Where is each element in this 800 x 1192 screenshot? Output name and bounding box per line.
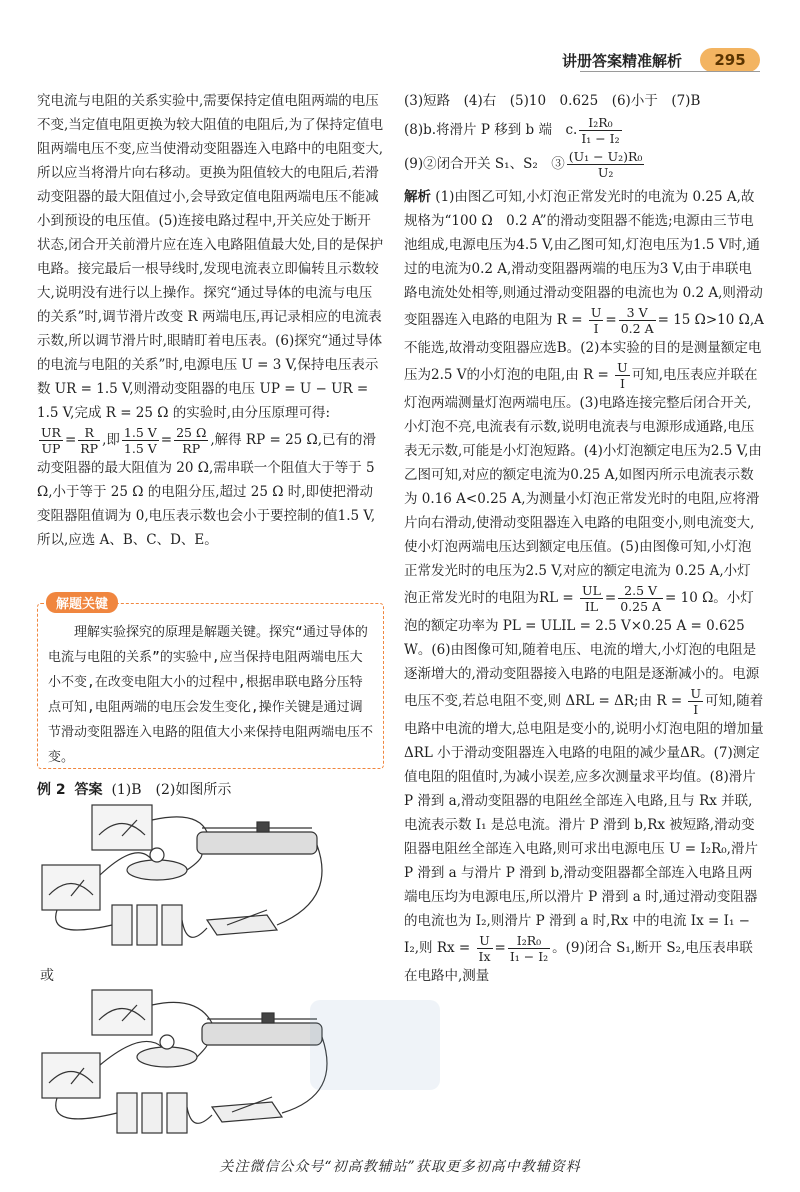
frac-den: I₁ − I₂ bbox=[509, 949, 549, 964]
answer-line-1: (3)短路 (4)右 (5)10 0.625 (6)小于 (7)B bbox=[404, 93, 701, 109]
watermark-logo bbox=[300, 990, 450, 1100]
example-2-answer bbox=[37, 779, 231, 799]
frac-num: I₂R₀ bbox=[508, 933, 550, 949]
example-label: 例 2 bbox=[37, 782, 66, 798]
analysis-text-1: (1)由图乙可知,小灯泡正常发光时的电流为 0.25 A,故规格为“100 Ω 0.2 A”的滑动变阻器不能选;电源由三节电池组成,电源电压为4.5 V,由乙图可知,灯泡电压为1.5 V时,通过的电流为0.2 A,滑动变阻器两端的电压为3 V,由于串联电路电流处处相等,则通过滑动变阻器的电流也为 0.2 A,则滑动变阻器连入电路的电阻为 R = bbox=[404, 189, 763, 328]
frac-den: 0.25 A bbox=[620, 599, 662, 614]
answer-line-3-prefix: (9)②闭合开关 S₁、S₂ ③ bbox=[404, 156, 565, 172]
page-header bbox=[0, 0, 800, 78]
fraction-answer-8 bbox=[579, 115, 621, 146]
fraction-u-ix bbox=[477, 933, 493, 964]
fraction-rx bbox=[508, 933, 550, 964]
analysis-block: 解析 (1)由图乙可知,小灯泡正常发光时的电流为 0.25 A,故规格为“100 Ω 0.2 A”的滑动变阻器不能选;电源由三节电池组成,电源电压为4.5 V,由乙图可知,灯泡电压为1.5 V时,通过的电流为0.2 A,滑动变阻器两端的电压为3 V,由于串联电路电流处处相等,则通过滑动变阻器的电流也为 0.2 A,则滑动变阻器连入电路的电阻为 R = $\frac{U}{I}$ = $\frac{3 V}{0.2 A}$ = 15 Ω>10 Ω,A 不能选,故滑动变阻器应选B。(2)本实验的目的是测量额定电压为2.5 V的小灯泡的电阻,由 R = $\frac{U}{I}$ 可知,电压表应并联在灯泡两端测量灯泡两端电压。(3)电路连接完整后闭合开关,小灯泡不亮,电流表有示数,说明电流表与电源形成通路,电压表无示数,可能是小灯泡短路。(4)小灯泡额定电压为2.5 V,由乙图可知,对应的额定电流为0.25 A,如图丙所示电流表示数为 0.16 A<0.25 A,为测量小灯泡正常发光时的电阻,应将滑片向右滑动,使滑动变阻器连入电路的电阻变小,则电流变大,使小灯泡两端电压达到额定电压值。(5)由图像可知,小灯泡正常发光时的电压为2.5 V,对应的额定电流为 0.25 A,小灯泡正常发光时的电阻为RL = $\frac{UL}{IL}$ = $\frac{2.5 V}{0.25 A}$ = 10 Ω。小灯泡的额定功率为 PL = ULIL = 2.5 V×0.25 A = 0.625 W。(6)由图像可知,随着电压、电流的增大,小灯泡的电阻是逐渐增大的,滑动变阻器接入电路的电阻是逐渐减小的。电源电压不变,若总电阻不变,则 ΔRL = ΔR;由 R = $\frac{U}{I}$ 可知,随着电路中电流的增大,总电阻是变小的,说明小灯泡电阻的增加量 ΔRL 小于滑动变阻器连入电路的电阻的减少量ΔR。(7)测定值电阻的阻值时,为减小误差,应多次测量求平均值。(8)滑片 P 滑到 a,滑动变阻器的电阻丝全部连入电路,且与 Rx 并联,电流表示数 I₁ 是总电流。滑片 P 滑到 b,Rx 被短路,滑动变阻器电阻丝全部连入电路,则可求出电源电压 U = I₂R₀,滑片 P 滑到 a 与滑片 P 滑到 b,滑动变阻器都全部连入电路且两端电压均为电源电压,所以滑片 P 滑到 a 时,通过滑动变阻器的电流也为 I₂,则滑片 P 滑到 a 时,Rx 中的电流 Ix = I₁ − I₂,则 Rx = $\frac{U}{Ix}$ = $\frac{\text{I₂R₀}}{\text{I₁ − I₂}}$ 。(9)闭合 S₁,断开 S₂,电压表串联在电路中,测量 bbox=[404, 189, 764, 984]
footer-note: 关注微信公众号“初高教辅站”获取更多初高中教辅资料 bbox=[219, 1159, 581, 1175]
fraction-u-i-2 bbox=[615, 360, 630, 391]
frac-num: 3 V bbox=[619, 305, 656, 321]
answer-line-3 bbox=[404, 147, 764, 181]
frac-num: UR bbox=[41, 425, 61, 440]
header-title: 讲册答案精准解析 bbox=[561, 52, 682, 70]
fraction-answer-9 bbox=[567, 149, 645, 180]
analysis-label: 解析 bbox=[404, 189, 431, 205]
frac-num: I₂R₀ bbox=[579, 115, 621, 131]
fraction-volt bbox=[122, 425, 159, 456]
frac-num: U bbox=[477, 933, 493, 949]
eq-ji: ,即 bbox=[102, 432, 120, 448]
key-point-box bbox=[37, 597, 384, 769]
frac-num: 2.5 V bbox=[618, 583, 663, 599]
fraction-ul-il bbox=[580, 583, 603, 614]
or-label: 或 bbox=[40, 968, 54, 984]
fraction-ohm bbox=[174, 425, 208, 456]
header-rule bbox=[580, 71, 760, 72]
analysis-text-2: = 15 Ω>10 Ω,A 不能选,故滑动变阻器应选B。(2)本实验的目的是测量额定电压为2.5 V的小灯泡的电阻,由 R = bbox=[404, 312, 764, 383]
key-point-text: 理解实验探究的原理是解题关键。探究“通过导体的电流与电阻的关系”的实验中,应当保持电阻两端电压大小不变,在改变电阻大小的过程中,根据串联电路分压特点可知,电阻两端的电压会发生变化,操作关键是通过调节滑动变阻器连入电路的阻值大小来保持电阻两端电压不变。 bbox=[48, 625, 374, 765]
fraction-u-i bbox=[589, 305, 604, 336]
frac-num: (U₁ − U₂)R₀ bbox=[568, 149, 643, 164]
frac-den: I₁ − I₂ bbox=[581, 131, 620, 146]
frac-num: U bbox=[590, 305, 602, 320]
circuit-diagram-1 bbox=[37, 800, 347, 950]
frac-den: UP bbox=[41, 441, 61, 456]
example-answer-text: (1)B (2)如图所示 bbox=[111, 782, 232, 798]
left-para-1-text: 究电流与电阻的关系实验中,需要保持定值电阻两端的电压不变,当定值电阻更换为较大阻值的电阻后,为了保持定值电阻两端电压不变,应当使滑动变阻器连入电路中的电阻变大,所以应当将滑片向右移动。更换为阻值较大的电阻后,若滑动变阻器的最大阻值过小,会导致定值电阻两端电压不能减小到预设的电压值。(5)连接电路过程中,开关应处于断开状态,闭合开关前滑片应在连入电路阻值最大处,目的是保护电路。接完最后一根导线时,发现电流表立即偏转且示数较大,说明没有进行以上操作。探究“通过导体的电流与电压的关系”时,调节滑片改变 R 两端电压,再记录相应的电流表示数,所以调节滑片时,眼睛盯着电压表。(6)探究“通过导体的电流与电阻的关系”时,电源电压 U = 3 V,保持电压表示数 U bbox=[37, 93, 384, 397]
analysis-eq: = bbox=[494, 940, 506, 956]
analysis-text-5: 可知,随着电路中电流的增大,总电阻是变小的,说明小灯泡电阻的增加量 ΔRL 小于滑动变阻器连入电路的电阻的减少量ΔR。(7)测定值电阻的阻值时,为减小误差,应多次测量求平均值。(8)滑片 P 滑到 a,滑动变阻器的电阻丝全部连入电路,且与 Rx 并联,电流表示数 I₁ 是总电流。滑片 P 滑到 b,Rx 被短路,滑动变阻器电阻丝全部连入电路,则可求出电源电压 U = I₂R₀,滑片 P 滑到 a 与滑片 P 滑到 b,滑动变阻器都全部连入电路且两端电压均为电源电压,所以滑片 P 滑到 a 时,通过滑动变阻器的电流也为 I₂,则滑片 P 滑到 a 时,Rx 中的电流 Ix = I₁ − I₂,则 Rx = bbox=[404, 693, 764, 956]
eq-tail: ,解得 RP = 25 Ω,已有的滑动变阻器的最大阻值为 20 Ω,需串联一个阻值大于等于 5 Ω,小于等于 25 Ω 的电阻分压,超过 25 Ω 时,即使把滑动变阻器阻值调为 0,电压表示数也会小于要控制的值1.5 V,所以,应选 A、B、C、D、E。 bbox=[37, 432, 377, 548]
frac-den: I bbox=[593, 321, 599, 336]
answer-line-2 bbox=[404, 113, 764, 147]
frac-num: 25 Ω bbox=[176, 425, 207, 440]
frac-den: RP bbox=[182, 441, 201, 456]
frac-num: U bbox=[617, 360, 628, 375]
frac-den: I bbox=[619, 376, 625, 391]
frac-num: U bbox=[690, 686, 702, 701]
fraction-ur-up bbox=[39, 425, 63, 456]
analysis-text-4: = 10 Ω。小灯泡的额定功率为 PL = ULIL = 2.5 V×0.25 A = 0.625 W。(6)由图像可知,随着电压、电流的增大,小灯泡的电阻是逐渐增大的,滑动变阻器接入电路的电阻是逐渐减小的。电源电压不变,若总电阻不变,则 ΔRL = ΔR;由 R = bbox=[404, 590, 760, 709]
key-point-title: 解题关键 bbox=[46, 592, 118, 613]
fraction-2-5v bbox=[618, 583, 663, 614]
frac-den: RP bbox=[80, 441, 99, 456]
fraction-u-i-3 bbox=[688, 686, 703, 717]
answer-label: 答案 bbox=[74, 782, 103, 798]
analysis-text-3: 可知,电压表应并联在灯泡两端测量灯泡两端电压。(3)电路连接完整后闭合开关,小灯泡不亮,电流表有示数,说明电流表与电源形成通路,电压表无示数,可能是小灯泡短路。(4)小灯泡额定电压为2.5 V,由乙图可知,对应的额定电流为0.25 A,如图丙所示电流表示数为 0.16 A<0.25 A,为测量小灯泡正常发光时的电阻,应将滑片向右滑动,使滑动变阻器连入电路的电阻变小,则电流变大,使小灯泡两端电压达到额定电压值。(5)由图像可知,小灯泡正常发光时的电压为2.5 V,对应的额定电流为 0.25 A,小灯泡正常发光时的电阻为RL = bbox=[404, 367, 762, 606]
frac-den: Ix bbox=[478, 949, 491, 964]
frac-num: UL bbox=[582, 583, 601, 598]
left-equation-line: $\frac{UR}{UP}$ = $\frac{R}{RP}$ ,即 $\frac{1.5 V}{1.5 V}$ = $\frac{25 \Omega}{RP}$ ,解得 RP = 25 Ω,已有的滑动变阻器的最大阻值为 20 Ω,需串联一个阻值大于等于 5 Ω,小于等于 25 Ω 的电阻分压,超过 25 Ω 时,即使把滑动变阻器阻值调为 0,电压表示数也会小于要控制的值1.5 V,所以,应选 A、B、C、D、E。 bbox=[37, 425, 377, 548]
analysis-text-6: 。(9)闭合 S₁,断开 S₂,电压表串联在电路中,测量 bbox=[404, 940, 753, 984]
frac-num: 1.5 V bbox=[123, 425, 157, 440]
left-para-1-tail: R = 1.5 V,则滑动变阻器的电压 UP = U − UR = 1.5 V,完成 R = 25 Ω 的实验时,由分压原理可得: bbox=[37, 381, 369, 421]
fraction-r-rp bbox=[78, 425, 100, 456]
answer-line-2-prefix: (8)b.将滑片 P 移到 b 端 c. bbox=[404, 122, 578, 138]
frac-den: IL bbox=[584, 599, 599, 614]
frac-num: R bbox=[78, 425, 100, 441]
frac-den: U₂ bbox=[597, 165, 614, 180]
frac-den: 1.5 V bbox=[123, 441, 157, 456]
fraction-3v bbox=[619, 305, 656, 336]
left-column bbox=[37, 89, 384, 552]
page-number-badge: 295 bbox=[700, 48, 760, 72]
right-column bbox=[404, 89, 764, 988]
frac-den: I bbox=[693, 702, 699, 717]
frac-den: 0.2 A bbox=[620, 321, 654, 336]
left-para-1 bbox=[37, 89, 384, 425]
